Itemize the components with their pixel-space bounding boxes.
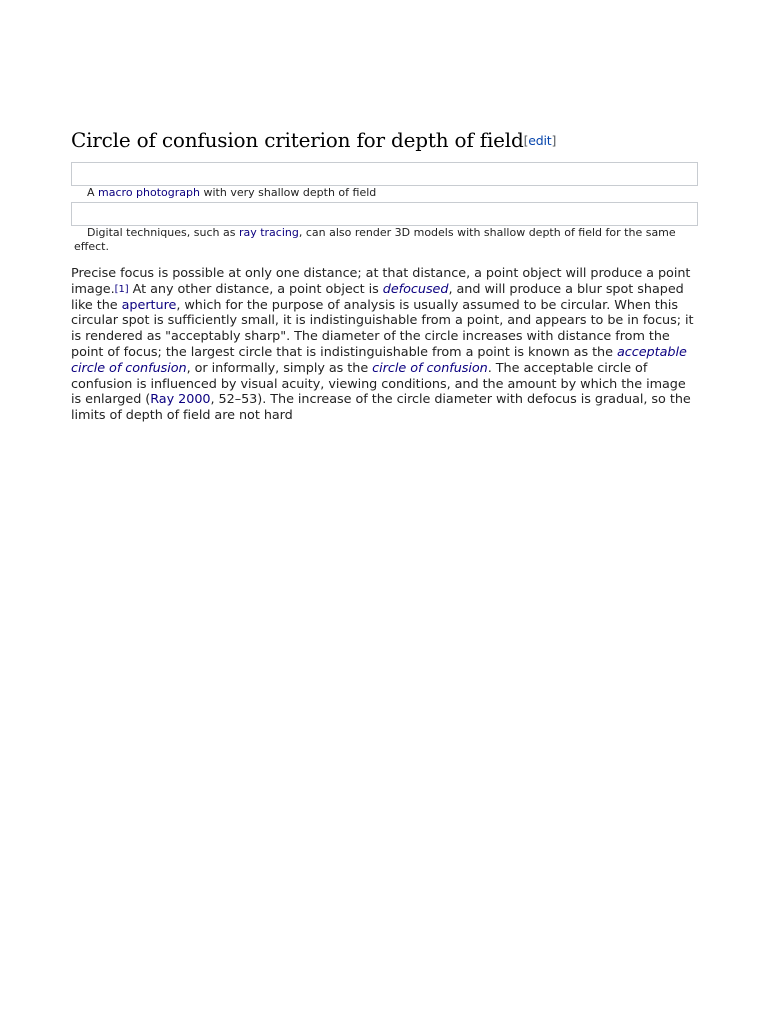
ray-tracing-link[interactable]: ray tracing: [238, 226, 299, 239]
article-section: [71, 126, 698, 424]
paragraph-text: . The acceptable circle of confusion is influenced by visual acuity, viewing conditions, and the amount by which the image is enlarged (: [71, 360, 686, 408]
caption-text: with very shallow depth of field: [199, 186, 377, 199]
paragraph-text: , or informally, simply as the: [186, 360, 373, 376]
edit-section: [524, 133, 557, 148]
figure-image-ray-tracing[interactable]: [71, 202, 698, 226]
caption-text: Digital techniques, such as: [87, 226, 239, 239]
figure-image-macro-photograph[interactable]: [71, 162, 698, 186]
figure-caption-2: [71, 226, 698, 254]
defocused-term: defocused: [382, 281, 449, 297]
figure-caption-1: [71, 186, 698, 200]
citation-1-link[interactable]: [1]: [114, 283, 129, 295]
edit-section-link[interactable]: edit: [528, 133, 552, 148]
caption-text: , can also render 3D models with shallow depth of field for the same effect.: [74, 226, 676, 253]
section-heading: [71, 126, 698, 155]
defocused-link[interactable]: [383, 282, 449, 297]
edit-bracket-close: ]: [551, 133, 557, 148]
paragraph-text: , and will produce a blur spot shaped like the: [71, 281, 684, 313]
paragraph-text: , 52–53). The increase of the circle diameter with defocus is gradual, so the limits of depth of field are not hard: [71, 392, 691, 424]
macro-photograph-link[interactable]: macro photograph: [98, 186, 200, 199]
ray-2000-citation-link[interactable]: Ray 2000: [150, 392, 211, 408]
caption-text: A: [87, 186, 99, 199]
circle-of-confusion-term: circle of confusion: [372, 360, 488, 376]
aperture-link[interactable]: aperture: [121, 297, 177, 313]
body-paragraph: [71, 266, 698, 424]
paragraph-text: At any other distance, a point object is: [128, 281, 383, 297]
section-title: Circle of confusion criterion for depth of field: [71, 128, 524, 152]
paragraph-text: Precise focus is possible at only one distance; at that distance, a point object will produce a point image.: [71, 266, 691, 297]
edit-bracket-open: [: [523, 133, 529, 148]
paragraph-text: , which for the purpose of analysis is usually assumed to be circular. When this circular spot is sufficiently small, it is indistinguishable from a point, and appears to be in focus; it is rendered as "acceptably sharp". The diameter of the circle increases with distance from the point of focus; the largest circle that is indistinguishable from a point is known as the: [71, 297, 694, 360]
acceptable-circle-of-confusion-term: acceptable circle of confusion: [71, 344, 687, 376]
circle-of-confusion-link[interactable]: [372, 361, 488, 376]
